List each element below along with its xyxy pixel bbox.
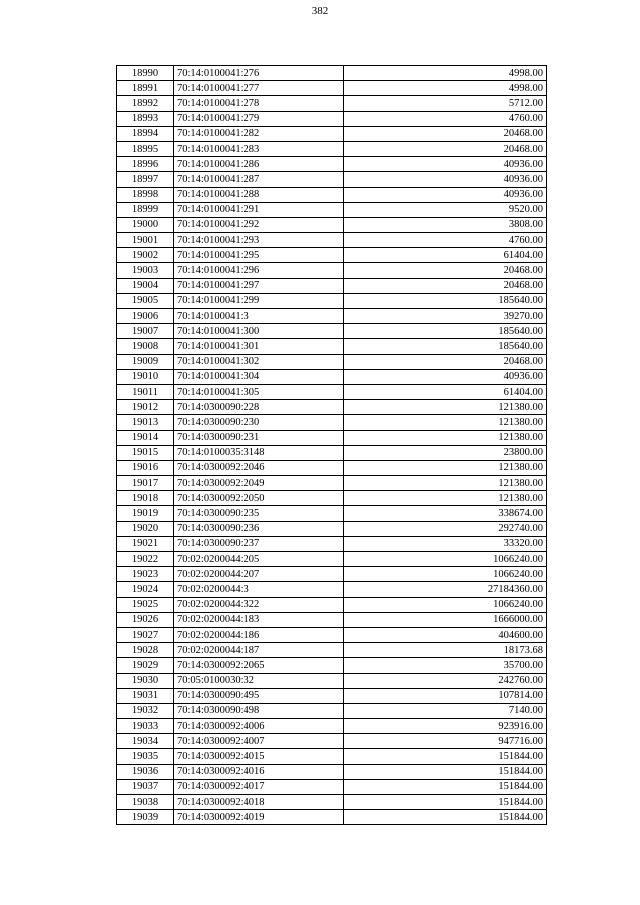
row-number-cell: 19038 (117, 795, 174, 810)
cadastral-number-cell: 70:14:0100041:276 (174, 66, 344, 81)
table-row (117, 81, 547, 96)
cadastral-value-cell: 61404.00 (344, 248, 547, 263)
cadastral-number-cell: 70:14:0300092:4017 (174, 779, 344, 794)
row-number-cell: 19037 (117, 779, 174, 794)
cadastral-number-cell: 70:14:0300092:2065 (174, 658, 344, 673)
row-number-cell: 19030 (117, 673, 174, 688)
row-number-cell: 19023 (117, 567, 174, 582)
row-number-cell: 19019 (117, 506, 174, 521)
cadastral-value-cell: 20468.00 (344, 141, 547, 156)
cadastral-value-cell: 1066240.00 (344, 597, 547, 612)
cadastral-value-cell: 9520.00 (344, 202, 547, 217)
row-number-cell: 19011 (117, 384, 174, 399)
cadastral-number-cell: 70:14:0300090:495 (174, 688, 344, 703)
row-number-cell: 19001 (117, 233, 174, 248)
cadastral-value-cell: 121380.00 (344, 415, 547, 430)
table-row (117, 491, 547, 506)
cadastral-value-cell: 151844.00 (344, 810, 547, 825)
table-row (117, 111, 547, 126)
cadastral-number-cell: 70:14:0300090:231 (174, 430, 344, 445)
cadastral-value-cell: 151844.00 (344, 779, 547, 794)
row-number-cell: 19014 (117, 430, 174, 445)
cadastral-value-cell: 185640.00 (344, 339, 547, 354)
table-row (117, 293, 547, 308)
table-row (117, 430, 547, 445)
cadastral-number-cell: 70:14:0300092:4018 (174, 795, 344, 810)
cadastral-number-cell: 70:14:0300092:4006 (174, 719, 344, 734)
cadastral-number-cell: 70:14:0300092:4015 (174, 749, 344, 764)
table-row (117, 521, 547, 536)
cadastral-number-cell: 70:14:0100041:302 (174, 354, 344, 369)
table-row (117, 719, 547, 734)
cadastral-number-cell: 70:14:0300090:237 (174, 536, 344, 551)
table-row (117, 703, 547, 718)
cadastral-value-cell: 121380.00 (344, 491, 547, 506)
row-number-cell: 19027 (117, 627, 174, 642)
row-number-cell: 19003 (117, 263, 174, 278)
table-row (117, 172, 547, 187)
table-row (117, 764, 547, 779)
cadastral-value-cell: 20468.00 (344, 354, 547, 369)
table-body (117, 66, 547, 825)
cadastral-number-cell: 70:02:0200044:207 (174, 567, 344, 582)
table-row (117, 779, 547, 794)
cadastral-number-cell: 70:02:0200044:322 (174, 597, 344, 612)
cadastral-value-cell: 923916.00 (344, 719, 547, 734)
cadastral-number-cell: 70:14:0100041:283 (174, 141, 344, 156)
cadastral-number-cell: 70:02:0200044:186 (174, 627, 344, 642)
table-row (117, 552, 547, 567)
row-number-cell: 18994 (117, 126, 174, 141)
row-number-cell: 18991 (117, 81, 174, 96)
row-number-cell: 19007 (117, 324, 174, 339)
table-row (117, 339, 547, 354)
row-number-cell: 18998 (117, 187, 174, 202)
row-number-cell: 18997 (117, 172, 174, 187)
cadastral-number-cell: 70:14:0100041:288 (174, 187, 344, 202)
page-number: 382 (311, 5, 329, 17)
cadastral-number-cell: 70:14:0300092:4016 (174, 764, 344, 779)
table-row (117, 749, 547, 764)
row-number-cell: 19035 (117, 749, 174, 764)
table-row (117, 202, 547, 217)
cadastral-number-cell: 70:14:0300092:2046 (174, 460, 344, 475)
cadastral-number-cell: 70:14:0100041:277 (174, 81, 344, 96)
cadastral-value-cell: 4760.00 (344, 233, 547, 248)
cadastral-number-cell: 70:14:0100041:295 (174, 248, 344, 263)
cadastral-number-cell: 70:14:0100041:296 (174, 263, 344, 278)
cadastral-value-cell: 404600.00 (344, 627, 547, 642)
cadastral-value-cell: 107814.00 (344, 688, 547, 703)
cadastral-number-cell: 70:14:0300090:230 (174, 415, 344, 430)
cadastral-number-cell: 70:14:0300090:235 (174, 506, 344, 521)
cadastral-value-cell: 151844.00 (344, 764, 547, 779)
table-row (117, 658, 547, 673)
table-row (117, 354, 547, 369)
cadastral-value-cell: 40936.00 (344, 172, 547, 187)
row-number-cell: 19002 (117, 248, 174, 263)
table-row (117, 217, 547, 232)
cadastral-number-cell: 70:02:0200044:187 (174, 643, 344, 658)
table-row (117, 96, 547, 111)
cadastral-number-cell: 70:14:0100041:300 (174, 324, 344, 339)
cadastral-number-cell: 70:14:0100041:279 (174, 111, 344, 126)
row-number-cell: 19022 (117, 552, 174, 567)
cadastral-value-cell: 947716.00 (344, 734, 547, 749)
table-row (117, 66, 547, 81)
cadastral-value-cell: 35700.00 (344, 658, 547, 673)
cadastral-number-cell: 70:14:0100041:305 (174, 384, 344, 399)
table-row (117, 248, 547, 263)
cadastral-number-cell: 70:05:0100030:32 (174, 673, 344, 688)
row-number-cell: 19031 (117, 688, 174, 703)
cadastral-number-cell: 70:14:0300092:2050 (174, 491, 344, 506)
cadastral-value-cell: 121380.00 (344, 460, 547, 475)
cadastral-number-cell: 70:14:0100041:299 (174, 293, 344, 308)
cadastral-value-cell: 151844.00 (344, 749, 547, 764)
table-row (117, 309, 547, 324)
cadastral-number-cell: 70:02:0200044:205 (174, 552, 344, 567)
cadastral-value-cell: 23800.00 (344, 445, 547, 460)
cadastral-number-cell: 70:14:0300090:498 (174, 703, 344, 718)
table-row (117, 384, 547, 399)
cadastral-number-cell: 70:14:0300090:228 (174, 400, 344, 415)
cadastral-value-cell: 121380.00 (344, 476, 547, 491)
cadastral-value-cell: 33320.00 (344, 536, 547, 551)
cadastral-number-cell: 70:14:0300090:236 (174, 521, 344, 536)
cadastral-number-cell: 70:14:0100041:291 (174, 202, 344, 217)
row-number-cell: 19006 (117, 309, 174, 324)
table-row (117, 400, 547, 415)
table-row (117, 278, 547, 293)
row-number-cell: 18996 (117, 157, 174, 172)
table-row (117, 324, 547, 339)
row-number-cell: 18999 (117, 202, 174, 217)
cadastral-number-cell: 70:14:0100041:301 (174, 339, 344, 354)
row-number-cell: 19000 (117, 217, 174, 232)
cadastral-value-cell: 18173.68 (344, 643, 547, 658)
cadastral-number-cell: 70:14:0100041:286 (174, 157, 344, 172)
row-number-cell: 19033 (117, 719, 174, 734)
cadastral-value-cell: 121380.00 (344, 400, 547, 415)
row-number-cell: 18995 (117, 141, 174, 156)
table-row (117, 233, 547, 248)
row-number-cell: 19008 (117, 339, 174, 354)
cadastral-number-cell: 70:14:0100041:278 (174, 96, 344, 111)
table-row (117, 810, 547, 825)
row-number-cell: 19017 (117, 476, 174, 491)
cadastral-value-cell: 7140.00 (344, 703, 547, 718)
row-number-cell: 19025 (117, 597, 174, 612)
cadastral-value-cell: 121380.00 (344, 430, 547, 445)
cadastral-value-cell: 338674.00 (344, 506, 547, 521)
table-row (117, 476, 547, 491)
table-row (117, 369, 547, 384)
cadastral-number-cell: 70:14:0100041:304 (174, 369, 344, 384)
row-number-cell: 19015 (117, 445, 174, 460)
cadastral-value-cell: 1066240.00 (344, 567, 547, 582)
cadastral-number-cell: 70:14:0100041:297 (174, 278, 344, 293)
table-row (117, 795, 547, 810)
table-row (117, 597, 547, 612)
cadastral-value-cell: 242760.00 (344, 673, 547, 688)
table-row (117, 734, 547, 749)
cadastral-value-cell: 4998.00 (344, 66, 547, 81)
row-number-cell: 19028 (117, 643, 174, 658)
cadastral-number-cell: 70:02:0200044:183 (174, 612, 344, 627)
cadastral-number-cell: 70:14:0300092:2049 (174, 476, 344, 491)
cadastral-value-cell: 4998.00 (344, 81, 547, 96)
table-row (117, 126, 547, 141)
cadastral-number-cell: 70:02:0200044:3 (174, 582, 344, 597)
row-number-cell: 19024 (117, 582, 174, 597)
cadastral-value-cell: 1666000.00 (344, 612, 547, 627)
cadastral-number-cell: 70:14:0100041:3 (174, 309, 344, 324)
cadastral-number-cell: 70:14:0100041:282 (174, 126, 344, 141)
cadastral-value-cell: 185640.00 (344, 293, 547, 308)
table-row (117, 460, 547, 475)
cadastral-number-cell: 70:14:0100041:287 (174, 172, 344, 187)
table-row (117, 627, 547, 642)
cadastral-value-cell: 40936.00 (344, 157, 547, 172)
table-row (117, 567, 547, 582)
cadastral-value-table (116, 65, 547, 825)
table-row (117, 536, 547, 551)
row-number-cell: 19036 (117, 764, 174, 779)
table-row (117, 157, 547, 172)
cadastral-value-cell: 1066240.00 (344, 552, 547, 567)
row-number-cell: 19009 (117, 354, 174, 369)
cadastral-value-cell: 39270.00 (344, 309, 547, 324)
table-row (117, 612, 547, 627)
table-row (117, 445, 547, 460)
cadastral-value-cell: 185640.00 (344, 324, 547, 339)
row-number-cell: 19004 (117, 278, 174, 293)
row-number-cell: 18993 (117, 111, 174, 126)
cadastral-value-cell: 61404.00 (344, 384, 547, 399)
cadastral-value-cell: 151844.00 (344, 795, 547, 810)
row-number-cell: 19020 (117, 521, 174, 536)
row-number-cell: 19026 (117, 612, 174, 627)
row-number-cell: 19013 (117, 415, 174, 430)
row-number-cell: 18992 (117, 96, 174, 111)
cadastral-value-cell: 3808.00 (344, 217, 547, 232)
table-row (117, 187, 547, 202)
row-number-cell: 19029 (117, 658, 174, 673)
cadastral-number-cell: 70:14:0300092:4019 (174, 810, 344, 825)
table-row (117, 415, 547, 430)
row-number-cell: 19021 (117, 536, 174, 551)
table-row (117, 643, 547, 658)
cadastral-value-cell: 292740.00 (344, 521, 547, 536)
cadastral-value-cell: 20468.00 (344, 126, 547, 141)
row-number-cell: 18990 (117, 66, 174, 81)
row-number-cell: 19034 (117, 734, 174, 749)
row-number-cell: 19005 (117, 293, 174, 308)
cadastral-number-cell: 70:14:0100035:3148 (174, 445, 344, 460)
table-row (117, 141, 547, 156)
cadastral-value-cell: 4760.00 (344, 111, 547, 126)
row-number-cell: 19032 (117, 703, 174, 718)
cadastral-value-cell: 20468.00 (344, 278, 547, 293)
cadastral-value-cell: 27184360.00 (344, 582, 547, 597)
table-row (117, 263, 547, 278)
row-number-cell: 19016 (117, 460, 174, 475)
cadastral-value-cell: 40936.00 (344, 369, 547, 384)
cadastral-value-cell: 20468.00 (344, 263, 547, 278)
row-number-cell: 19010 (117, 369, 174, 384)
cadastral-number-cell: 70:14:0300092:4007 (174, 734, 344, 749)
row-number-cell: 19012 (117, 400, 174, 415)
table-row (117, 673, 547, 688)
table-row (117, 688, 547, 703)
row-number-cell: 19018 (117, 491, 174, 506)
row-number-cell: 19039 (117, 810, 174, 825)
cadastral-number-cell: 70:14:0100041:292 (174, 217, 344, 232)
cadastral-number-cell: 70:14:0100041:293 (174, 233, 344, 248)
cadastral-value-cell: 40936.00 (344, 187, 547, 202)
cadastral-value-cell: 5712.00 (344, 96, 547, 111)
table-row (117, 506, 547, 521)
table-row (117, 582, 547, 597)
